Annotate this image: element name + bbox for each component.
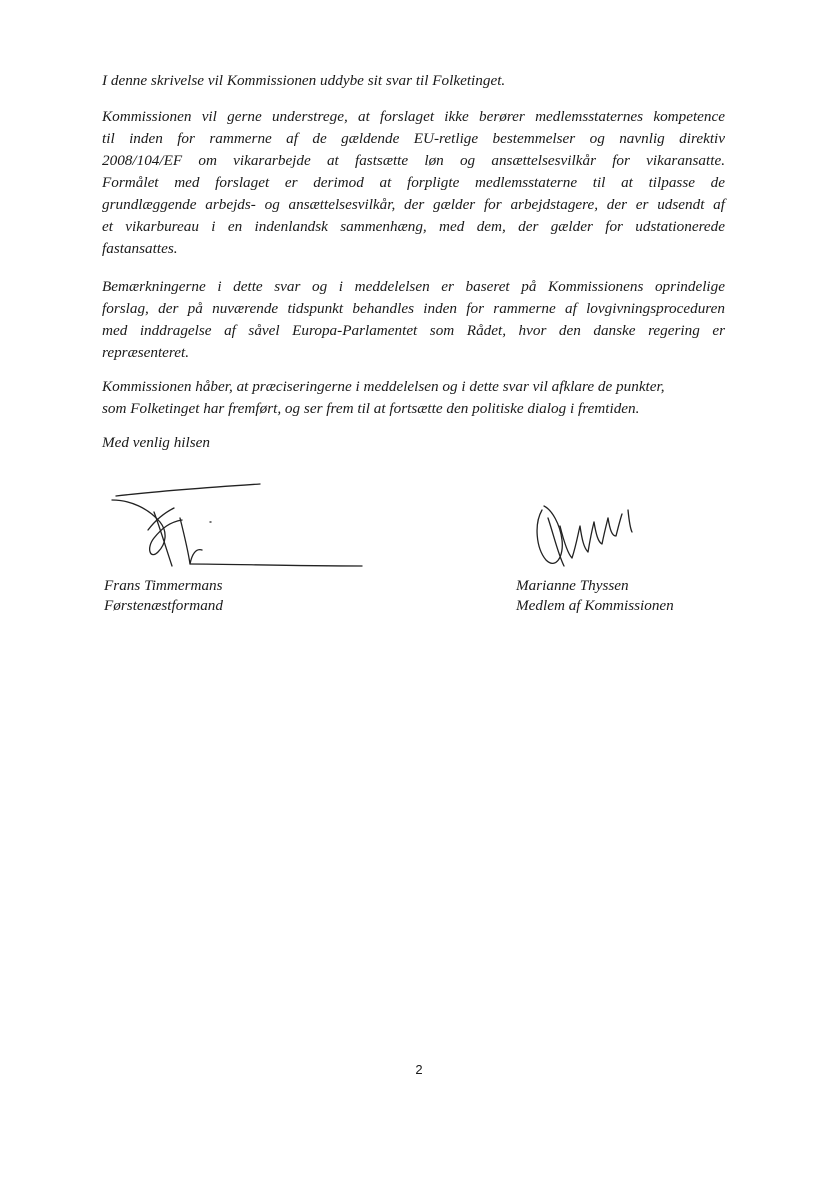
paragraph-line: repræsenteret. <box>102 344 190 361</box>
signatory-block-right <box>516 576 674 616</box>
signatory-title: Medlem af Kommissionen <box>516 597 674 614</box>
paragraph-line: grundlæggende arbejds- og ansættelsesvilkår, der gælder for arbejdstagere, der er udsendt af <box>102 196 725 213</box>
paragraph-line: som Folketinget har fremført, og ser frem til at fortsætte den politiske dialog i fremtiden. <box>102 400 640 417</box>
signatory-title: Førstenæstformand <box>104 597 223 614</box>
paragraph-hope <box>102 376 725 420</box>
paragraph-line: Kommissionen håber, at præciseringerne i meddelelsen og i dette svar vil afklare de punkter, <box>102 378 665 395</box>
paragraph-line: fastansattes. <box>102 240 178 257</box>
signatory-name: Frans Timmermans <box>104 577 223 594</box>
paragraph-line: et vikarbureau i en indenlandsk sammenhæng, med dem, der gælder for udstationerede <box>102 218 725 235</box>
paragraph-line: forslag, der på nuværende tidspunkt behandles inden for rammerne af lovgivningsproceduren <box>102 300 725 317</box>
paragraph-competence <box>102 106 725 260</box>
closing-salutation: Med venlig hilsen <box>102 434 210 451</box>
paragraph-line: 2008/104/EF om vikararbejde at fastsætte løn og ansættelsesvilkår for vikaransatte. <box>102 152 725 169</box>
paragraph-line: Bemærkningerne i dette svar og i meddelelsen er baseret på Kommissionens oprindelige <box>102 278 725 295</box>
paragraph-line: med inddragelse af såvel Europa-Parlamentet som Rådet, hvor den danske regering er <box>102 322 725 339</box>
paragraph-line: Formålet med forslaget er derimod at forpligte medlemsstaterne til at tilpasse de <box>102 174 725 191</box>
paragraph-line: til inden for rammerne af de gældende EU-retlige bestemmelser og navnlig direktiv <box>102 130 725 147</box>
signature-thyssen <box>532 496 642 576</box>
page-number: 2 <box>415 1062 423 1077</box>
signatory-block-left <box>104 576 223 616</box>
signature-timmermans <box>110 478 370 570</box>
paragraph-remarks <box>102 276 725 364</box>
intro-paragraph: I denne skrivelse vil Kommissionen uddybe sit svar til Folketinget. <box>102 72 506 89</box>
signatory-name: Marianne Thyssen <box>516 577 629 594</box>
paragraph-line: Kommissionen vil gerne understrege, at forslaget ikke berører medlemsstaternes kompetence <box>102 108 725 125</box>
